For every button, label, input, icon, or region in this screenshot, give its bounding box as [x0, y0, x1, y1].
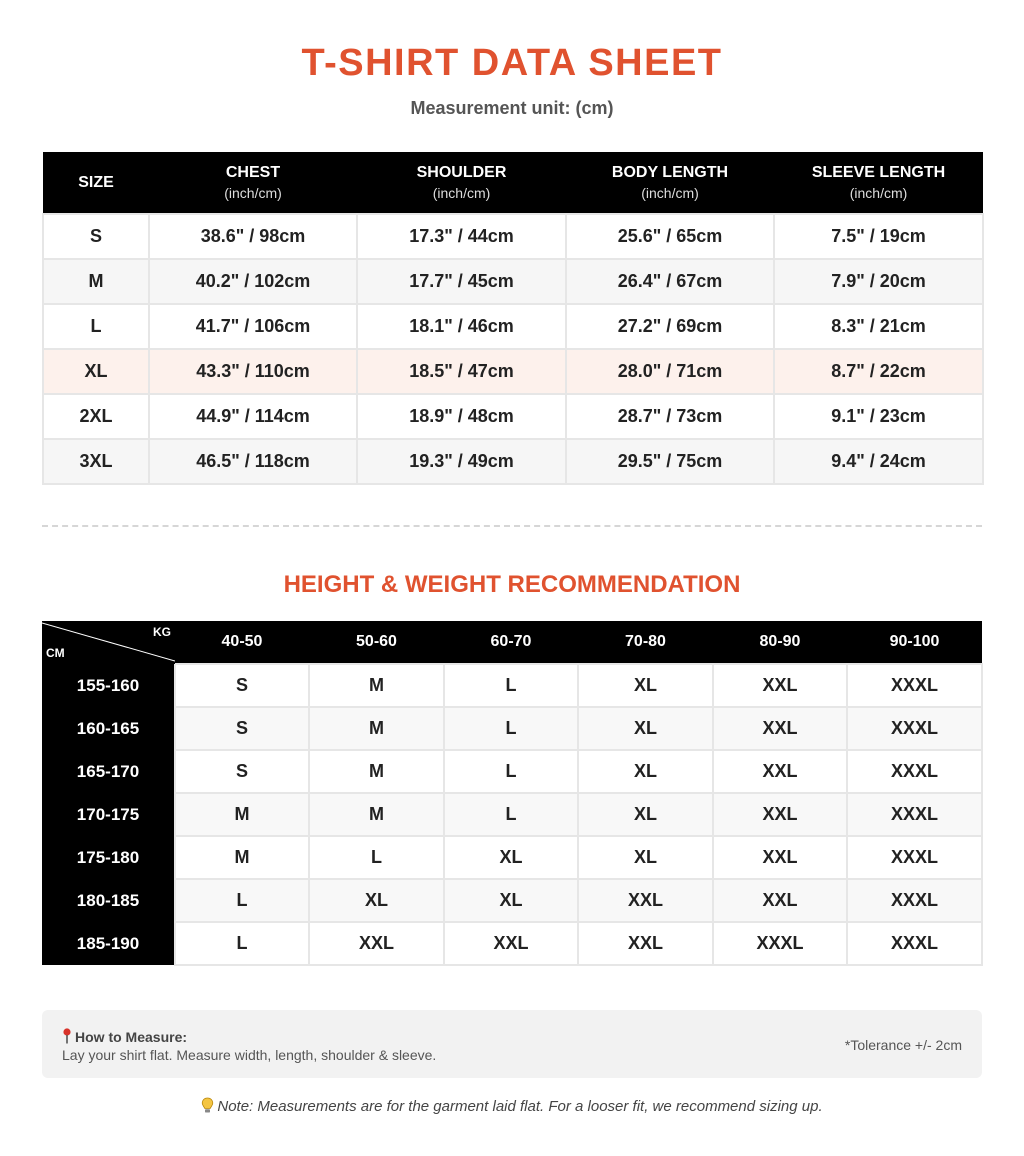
measurement-cell: 43.3" / 110cm: [149, 349, 357, 394]
recommended-size-cell: XL: [578, 836, 713, 879]
recommended-size-cell: XXL: [309, 922, 444, 965]
measurement-cell: 46.5" / 118cm: [149, 439, 357, 484]
measurement-cell: 44.9" / 114cm: [149, 394, 357, 439]
measurement-cell: 7.5" / 19cm: [774, 214, 983, 259]
how-to-measure-heading: [62, 1028, 187, 1045]
size-label-cell: S: [43, 214, 149, 259]
height-row-header: 155-160: [42, 664, 175, 707]
recommended-size-cell: XXXL: [847, 836, 982, 879]
height-row-header: 165-170: [42, 750, 175, 793]
height-row: [42, 750, 982, 793]
recommended-size-cell: M: [309, 664, 444, 707]
size-row: [43, 439, 983, 484]
recommended-size-cell: S: [175, 750, 309, 793]
recommended-size-cell: XXL: [713, 836, 847, 879]
column-label: SIZE: [78, 173, 114, 191]
weight-col-header: 40-50: [175, 621, 309, 664]
page-title: T-SHIRT DATA SHEET: [301, 42, 723, 84]
measurement-cell: 26.4" / 67cm: [566, 259, 774, 304]
recommended-size-cell: L: [444, 707, 578, 750]
size-chart-col-header: [566, 152, 774, 214]
column-unit: (inch/cm): [432, 185, 491, 201]
height-row: [42, 664, 982, 707]
measurement-cell: 17.7" / 45cm: [357, 259, 566, 304]
measurement-unit-subtitle: Measurement unit: (cm): [410, 98, 614, 118]
measurement-cell: 19.3" / 49cm: [357, 439, 566, 484]
weight-col-header: 90-100: [847, 621, 982, 664]
height-row: [42, 707, 982, 750]
recommended-size-cell: M: [309, 750, 444, 793]
measurement-cell: 29.5" / 75cm: [566, 439, 774, 484]
measurement-cell: 18.5" / 47cm: [357, 349, 566, 394]
recommended-size-cell: XL: [578, 664, 713, 707]
height-row-header: 185-190: [42, 922, 175, 965]
height-row-header: 160-165: [42, 707, 175, 750]
recommended-size-cell: XXL: [713, 707, 847, 750]
size-row: [43, 349, 983, 394]
recommended-size-cell: XXL: [578, 922, 713, 965]
recommended-size-cell: S: [175, 707, 309, 750]
measurement-cell: 38.6" / 98cm: [149, 214, 357, 259]
tolerance-text: *Tolerance +/- 2cm: [844, 1037, 962, 1053]
recommended-size-cell: XXXL: [847, 879, 982, 922]
recommended-size-cell: L: [309, 836, 444, 879]
size-chart-col-header: [774, 152, 983, 214]
how-to-measure-text: Lay your shirt flat. Measure width, length, shoulder & sleeve.: [62, 1047, 437, 1063]
pin-icon: [62, 1028, 72, 1044]
measurement-cell: 18.1" / 46cm: [357, 304, 566, 349]
measurement-cell: 8.7" / 22cm: [774, 349, 983, 394]
column-label: SHOULDER: [416, 164, 507, 181]
height-row: [42, 836, 982, 879]
corner-cm-label: CM: [46, 646, 65, 660]
size-chart-header-row: [43, 152, 983, 214]
column-label: CHEST: [225, 164, 281, 181]
recommended-size-cell: XL: [444, 836, 578, 879]
height-row-header: 170-175: [42, 793, 175, 836]
recommended-size-cell: XXXL: [713, 922, 847, 965]
weight-col-header: 70-80: [578, 621, 713, 664]
size-label-cell: L: [43, 304, 149, 349]
recommended-size-cell: S: [175, 664, 309, 707]
size-label-cell: XL: [43, 349, 149, 394]
size-label-cell: M: [43, 259, 149, 304]
recommended-size-cell: M: [309, 707, 444, 750]
size-row: [43, 214, 983, 259]
measurement-cell: 17.3" / 44cm: [357, 214, 566, 259]
recommended-size-cell: M: [175, 836, 309, 879]
recommended-size-cell: XXXL: [847, 750, 982, 793]
measurement-cell: 28.0" / 71cm: [566, 349, 774, 394]
recommendation-title: HEIGHT & WEIGHT RECOMMENDATION: [283, 571, 741, 598]
size-label-cell: 3XL: [43, 439, 149, 484]
size-chart-col-header: [43, 152, 149, 214]
measurement-cell: 7.9" / 20cm: [774, 259, 983, 304]
recommended-size-cell: XXL: [713, 879, 847, 922]
corner-cell: [42, 621, 175, 664]
measurement-cell: 8.3" / 21cm: [774, 304, 983, 349]
recommended-size-cell: XXXL: [847, 664, 982, 707]
height-row-header: 180-185: [42, 879, 175, 922]
column-label: BODY LENGTH: [611, 164, 729, 181]
measurement-cell: 9.4" / 24cm: [774, 439, 983, 484]
recommended-size-cell: M: [309, 793, 444, 836]
measurement-cell: 27.2" / 69cm: [566, 304, 774, 349]
weight-col-header: 80-90: [713, 621, 847, 664]
size-row: [43, 394, 983, 439]
recommended-size-cell: XL: [444, 879, 578, 922]
recommended-size-cell: XXL: [578, 879, 713, 922]
recommended-size-cell: XXL: [713, 664, 847, 707]
measurement-cell: 18.9" / 48cm: [357, 394, 566, 439]
recommended-size-cell: XL: [578, 750, 713, 793]
size-chart-col-header: [357, 152, 566, 214]
size-row: [43, 304, 983, 349]
lightbulb-icon: [201, 1097, 214, 1114]
height-row: [42, 922, 982, 965]
column-unit: (inch/cm): [849, 185, 908, 201]
recommended-size-cell: XXXL: [847, 793, 982, 836]
recommended-size-cell: XL: [578, 707, 713, 750]
recommended-size-cell: L: [444, 664, 578, 707]
recommended-size-cell: XXXL: [847, 922, 982, 965]
footnote: [0, 1097, 1024, 1115]
recommended-size-cell: XXL: [444, 922, 578, 965]
size-chart-col-header: [149, 152, 357, 214]
weight-col-header: 60-70: [444, 621, 578, 664]
height-row-header: 175-180: [42, 836, 175, 879]
section-divider: [42, 525, 982, 527]
recommendation-header-row: [42, 621, 982, 664]
size-chart-table: [42, 152, 984, 485]
measurement-cell: 28.7" / 73cm: [566, 394, 774, 439]
recommended-size-cell: XXL: [713, 793, 847, 836]
corner-kg-label: KG: [153, 625, 171, 639]
size-label-cell: 2XL: [43, 394, 149, 439]
how-to-measure-box: [42, 1010, 982, 1078]
recommended-size-cell: XL: [578, 793, 713, 836]
recommended-size-cell: L: [444, 793, 578, 836]
recommended-size-cell: L: [444, 750, 578, 793]
recommended-size-cell: XXL: [713, 750, 847, 793]
column-unit: (inch/cm): [641, 185, 699, 201]
height-row: [42, 793, 982, 836]
recommended-size-cell: L: [175, 922, 309, 965]
recommended-size-cell: XL: [309, 879, 444, 922]
recommended-size-cell: XXXL: [847, 707, 982, 750]
measurement-cell: 25.6" / 65cm: [566, 214, 774, 259]
footnote-text: Note: Measurements are for the garment laid flat. For a looser fit, we recommend sizing up.: [217, 1098, 823, 1115]
measurement-cell: 40.2" / 102cm: [149, 259, 357, 304]
how-to-measure-title: How to Measure:: [75, 1029, 188, 1045]
measurement-cell: 9.1" / 23cm: [774, 394, 983, 439]
measurement-cell: 41.7" / 106cm: [149, 304, 357, 349]
size-row: [43, 259, 983, 304]
recommended-size-cell: M: [175, 793, 309, 836]
height-row: [42, 879, 982, 922]
height-weight-table: [42, 621, 983, 966]
weight-col-header: 50-60: [309, 621, 444, 664]
recommended-size-cell: L: [175, 879, 309, 922]
column-unit: (inch/cm): [224, 185, 282, 201]
column-label: SLEEVE LENGTH: [811, 164, 946, 181]
